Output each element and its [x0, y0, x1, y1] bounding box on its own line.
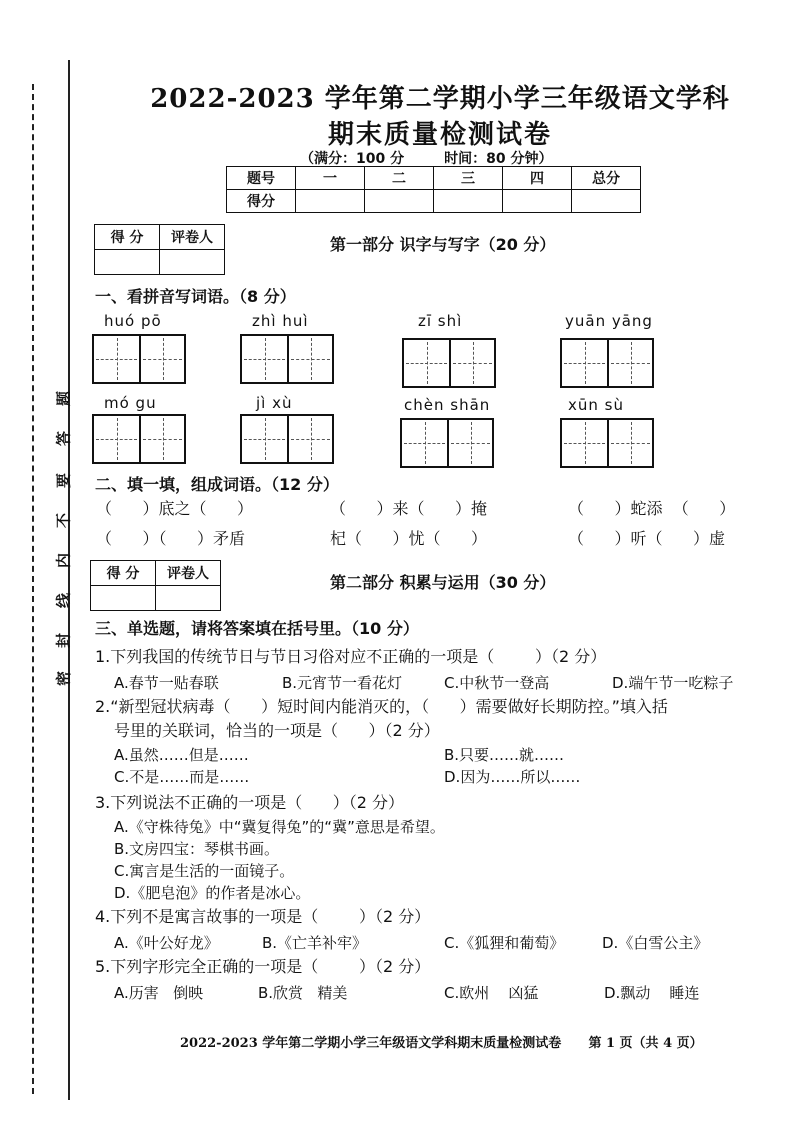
footer-title: 2022-2023 学年第二学期小学三年级语文学科期末质量检测试卷 [180, 1036, 562, 1051]
score-table-header-row [227, 167, 641, 190]
pinyin-label: zhì huì [252, 312, 309, 330]
question-2-line1: 2.“新型冠状病毒（ ）短时间内能消灭的，（ ）需要做好长期防控。”填入括 [95, 697, 668, 716]
writing-grid[interactable] [240, 334, 334, 384]
score-input-cell[interactable] [503, 190, 572, 213]
seal-char: 不 [54, 513, 73, 529]
seal-char: 内 [54, 553, 73, 569]
fill-blank-item[interactable]: （ ）蛇添 （ ） [568, 499, 736, 518]
full-score: （满分：100 分 [300, 151, 405, 167]
binding-solid-line [68, 60, 70, 1100]
exam-meta [300, 148, 592, 168]
pinyin-label: xūn sù [568, 396, 624, 414]
grader-name-cell[interactable] [156, 586, 221, 611]
q4-option-d[interactable]: D.《白雪公主》 [602, 934, 709, 952]
fill-blank-item[interactable]: （ ）听（ ）虚 [568, 529, 726, 548]
q5-option-d[interactable]: D.飘动 睡连 [604, 984, 700, 1002]
grader-score-cell[interactable] [91, 586, 156, 611]
score-table-cell: 得分 [227, 190, 296, 213]
q2-option-b[interactable]: B.只要……就…… [444, 746, 565, 764]
question-5: 5.下列字形完全正确的一项是（ ）（2 分） [95, 957, 431, 976]
exam-title-line1: 2022-2023 学年第二学期小学三年级语文学科 [150, 84, 730, 114]
pinyin-label: chèn shān [404, 396, 491, 414]
pinyin-label: jì xù [256, 394, 293, 412]
q3-option-b[interactable]: B.文房四宝：琴棋书画。 [114, 840, 280, 858]
grader-name-label: 评卷人 [160, 225, 225, 250]
question-1: 1.下列我国的传统节日与节日习俗对应不正确的一项是（ ）（2 分） [95, 647, 607, 666]
grader-score-cell[interactable] [95, 250, 160, 275]
score-table-cell: 一 [296, 167, 365, 190]
section1-title: 一、看拼音写词语。（8 分） [95, 287, 296, 306]
score-input-cell[interactable] [434, 190, 503, 213]
writing-grid[interactable] [92, 414, 186, 464]
seal-char: 答 [54, 431, 73, 447]
q4-option-c[interactable]: C.《狐狸和葡萄》 [444, 934, 565, 952]
question-4: 4.下列不是寓言故事的一项是（ ）（2 分） [95, 907, 431, 926]
fill-blank-item[interactable]: （ ）底之（ ） [96, 499, 254, 518]
pinyin-label: zī shì [418, 312, 463, 330]
grader-name-label: 评卷人 [156, 561, 221, 586]
score-table-cell: 二 [365, 167, 434, 190]
part2-title: 第二部分 积累与运用（30 分） [330, 573, 556, 592]
fill-blank-item[interactable]: （ ）（ ）矛盾 [96, 529, 246, 548]
q3-option-d[interactable]: D.《肥皂泡》的作者是冰心。 [114, 884, 311, 902]
q1-option-b[interactable]: B.元宵节一看花灯 [282, 674, 403, 692]
score-table-cell: 总分 [572, 167, 641, 190]
grader-score-label: 得 分 [91, 561, 156, 586]
score-table [226, 166, 641, 213]
question-3: 3.下列说法不正确的一项是（ ）（2 分） [95, 793, 405, 812]
section3-title: 三、单选题，请将答案填在括号里。（10 分） [95, 619, 419, 638]
writing-grid[interactable] [560, 338, 654, 388]
part1-title: 第一部分 识字与写字（20 分） [330, 235, 556, 254]
q5-option-c[interactable]: C.欧州 凶猛 [444, 984, 539, 1002]
q1-option-d[interactable]: D.端午节一吃粽子 [612, 674, 734, 692]
writing-grid[interactable] [240, 414, 334, 464]
question-2-line2: 号里的关联词，恰当的一项是（ ）（2 分） [114, 721, 440, 740]
exam-time: 时间：80 分钟） [444, 151, 553, 167]
score-table-cell: 三 [434, 167, 503, 190]
q1-option-a[interactable]: A.春节一贴春联 [114, 674, 219, 692]
pinyin-label: yuān yāng [565, 312, 653, 330]
grader-box [90, 560, 221, 611]
writing-grid[interactable] [400, 418, 494, 468]
seal-char: 封 [54, 633, 73, 649]
pinyin-label: huó pō [104, 312, 162, 330]
q2-option-c[interactable]: C.不是……而是…… [114, 768, 250, 786]
writing-grid[interactable] [402, 338, 496, 388]
fill-blank-item[interactable]: 杞（ ）忧（ ） [330, 529, 488, 548]
score-table-cell: 题号 [227, 167, 296, 190]
score-input-cell[interactable] [572, 190, 641, 213]
seal-char: 题 [54, 391, 73, 407]
score-table-cell: 四 [503, 167, 572, 190]
grader-score-label: 得 分 [95, 225, 160, 250]
q4-option-a[interactable]: A.《叶公好龙》 [114, 934, 219, 952]
score-table-score-row [227, 190, 641, 213]
score-input-cell[interactable] [365, 190, 434, 213]
exam-title-line2: 期末质量检测试卷 [327, 120, 552, 150]
writing-grid[interactable] [560, 418, 654, 468]
q3-option-c[interactable]: C.寓言是生活的一面镜子。 [114, 862, 295, 880]
section2-title: 二、填一填，组成词语。（12 分） [95, 475, 339, 494]
page-footer [180, 1032, 703, 1051]
q2-option-d[interactable]: D.因为……所以…… [444, 768, 581, 786]
fill-blank-item[interactable]: （ ）来（ ）掩 [330, 499, 488, 518]
q2-option-a[interactable]: A.虽然……但是…… [114, 746, 249, 764]
seal-char: 要 [54, 473, 73, 489]
grader-name-cell[interactable] [160, 250, 225, 275]
q3-option-a[interactable]: A.《守株待兔》中“冀复得兔”的“冀”意思是希望。 [114, 818, 445, 836]
seal-char: 密 [54, 671, 73, 687]
page-number: 第 1 页（共 4 页） [588, 1036, 703, 1051]
grader-box [94, 224, 225, 275]
pinyin-label: mó gu [104, 394, 157, 412]
binding-dashed-line [32, 84, 34, 1094]
q5-option-b[interactable]: B.欣赏 精美 [258, 984, 348, 1002]
q5-option-a[interactable]: A.历害 倒映 [114, 984, 204, 1002]
writing-grid[interactable] [92, 334, 186, 384]
score-input-cell[interactable] [296, 190, 365, 213]
q1-option-c[interactable]: C.中秋节一登高 [444, 674, 550, 692]
seal-char: 线 [54, 593, 73, 609]
q4-option-b[interactable]: B.《亡羊补牢》 [262, 934, 368, 952]
